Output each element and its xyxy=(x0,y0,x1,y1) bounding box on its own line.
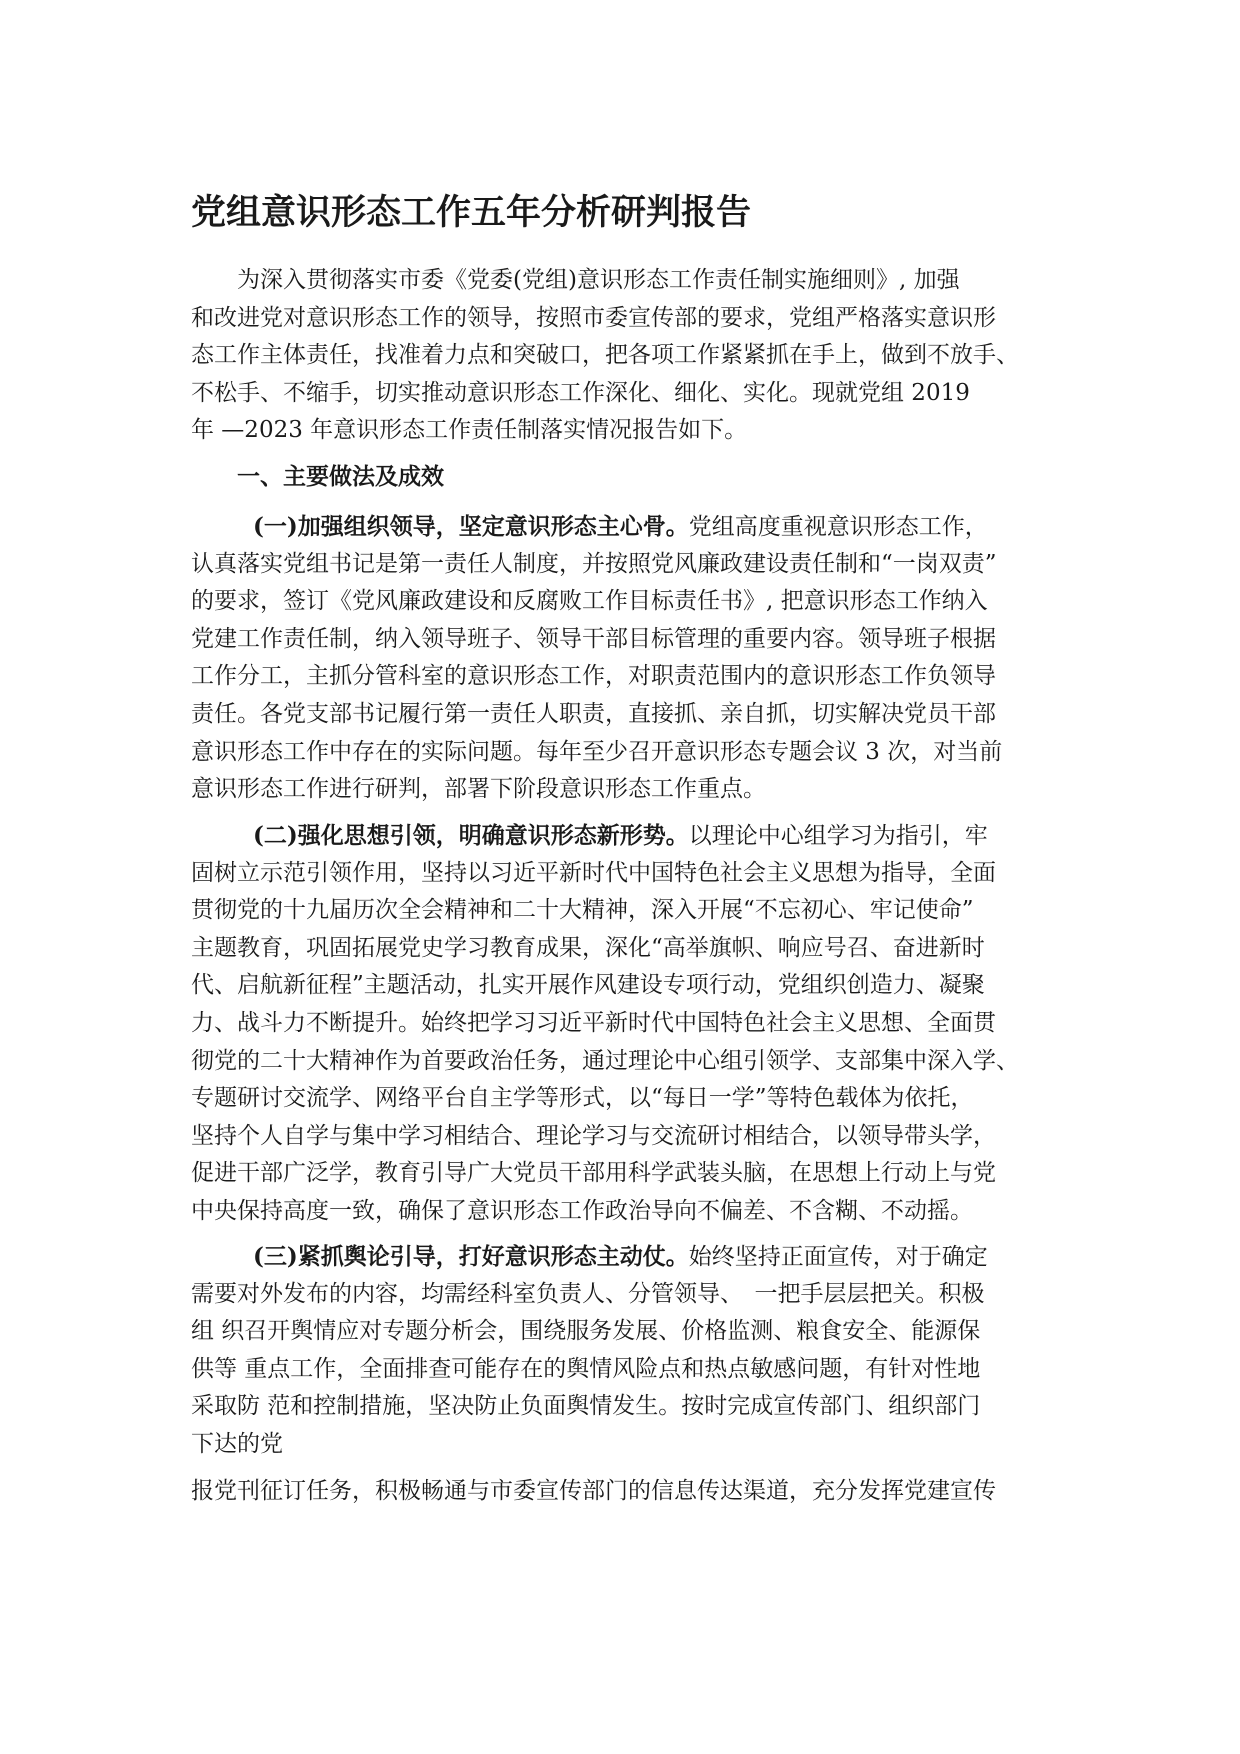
body-line: 力、战斗力不断提升。始终把学习习近平新时代中国特色社会主义思想、全面贯 xyxy=(191,1009,996,1036)
body-line: 供等 重点工作，全面排查可能存在的舆情风险点和热点敏感问题，有针对性地 xyxy=(191,1355,981,1382)
body-line: 采取防 范和控制措施，坚决防止负面舆情发生。按时完成宣传部门、组织部门 xyxy=(191,1393,981,1420)
subsection-first-rest: 以理论中心组学习为指引，牢 xyxy=(688,823,988,849)
subsection-first-line xyxy=(191,1238,1061,1276)
subsection-first-line xyxy=(191,817,1061,855)
body-line: 的要求，签订《党风廉政建设和反腐败工作目标责任书》, 把意识形态工作纳入 xyxy=(191,588,988,615)
subsection-lead: (二)强化思想引领，明确意识形态新形势。 xyxy=(253,822,689,849)
intro-line: 年 —2023 年意识形态工作责任制落实情况报告如下。 xyxy=(191,417,748,444)
body-line: 认真落实党组书记是第一责任人制度，并按照党风廉政建设责任制和“一岗双责” xyxy=(191,550,997,577)
body-line: 坚持个人自学与集中学习相结合、理论学习与交流研讨相结合，以领导带头学， xyxy=(191,1122,996,1149)
intro-line: 和改进党对意识形态工作的领导，按照市委宣传部的要求，党组严格落实意识形 xyxy=(191,304,996,331)
subsection-first-rest: 始终坚持正面宣传，对于确定 xyxy=(688,1244,988,1270)
intro-line: 为深入贯彻落实市委《党委(党组)意识形态工作责任制实施细则》, 加强 xyxy=(237,267,960,293)
body-line: 意识形态工作进行研判，部署下阶段意识形态工作重点。 xyxy=(191,776,766,803)
body-line: 工作分工，主抓分管科室的意识形态工作，对职责范围内的意识形态工作负领导 xyxy=(191,663,996,690)
subsection-first-line xyxy=(191,508,1061,546)
body-line: 专题研讨交流学、网络平台自主学等形式，以“每日一学”等特色载体为依托， xyxy=(191,1085,974,1112)
document-title: 党组意识形态工作五年分析研判报告 xyxy=(191,192,752,233)
body-line: 主题教育，巩固拓展党史学习教育成果，深化“高举旗帜、响应号召、奋进新时 xyxy=(191,934,985,961)
body-line: 代、启航新征程”主题活动，扎实开展作风建设专项行动，党组织创造力、凝聚 xyxy=(191,972,985,999)
subsection-lead: (一)加强组织领导，坚定意识形态主心骨。 xyxy=(253,513,689,540)
subsection-3 xyxy=(191,1238,1061,1510)
body-line: 组 织召开舆情应对专题分析会，围绕服务发展、价格监测、粮食安全、能源保 xyxy=(191,1318,981,1345)
section-heading: 一、主要做法及成效 xyxy=(237,463,444,490)
body-line: 意识形态工作中存在的实际问题。每年至少召开意识形态专题会议 3 次，对当前 xyxy=(191,738,1003,765)
intro-line: 态工作主体责任，找准着力点和突破口，把各项工作紧紧抓在手上，做到不放手、 xyxy=(191,342,1019,369)
body-line: 促进干部广泛学，教育引导广大党员干部用科学武装头脑，在思想上行动上与党 xyxy=(191,1160,996,1187)
intro-line: 不松手、不缩手，切实推动意识形态工作深化、细化、实化。现就党组 2019 xyxy=(191,379,970,406)
body-line: 党建工作责任制，纳入领导班子、领导干部目标管理的重要内容。领导班子根据 xyxy=(191,625,996,652)
body-line: 报党刊征订任务，积极畅通与市委宣传部门的信息传达渠道，充分发挥党建宣传 xyxy=(191,1477,996,1504)
body-line: 下达的党 xyxy=(191,1430,283,1457)
body-line: 需要对外发布的内容，均需经科室负责人、分管领导、 一把手层层把关。积极 xyxy=(191,1280,985,1307)
body-line: 责任。各党支部书记履行第一责任人职责，直接抓、亲自抓，切实解决党员干部 xyxy=(191,700,996,727)
subsection-1 xyxy=(191,508,1061,809)
intro-paragraph xyxy=(191,262,1061,450)
subsection-first-rest: 党组高度重视意识形态工作， xyxy=(688,514,988,540)
body-line: 中央保持高度一致，确保了意识形态工作政治导向不偏差、不含糊、不动摇。 xyxy=(191,1197,973,1224)
subsection-lead: (三)紧抓舆论引导，打好意识形态主动仗。 xyxy=(253,1243,689,1270)
body-line: 贯彻党的十九届历次全会精神和二十大精神，深入开展“不忘初心、牢记使命” xyxy=(191,897,974,924)
subsection-2 xyxy=(191,817,1061,1231)
body-line: 彻党的二十大精神作为首要政治任务，通过理论中心组引领学、支部集中深入学、 xyxy=(191,1047,1019,1074)
body-line: 固树立示范引领作用，坚持以习近平新时代中国特色社会主义思想为指导，全面 xyxy=(191,859,996,886)
